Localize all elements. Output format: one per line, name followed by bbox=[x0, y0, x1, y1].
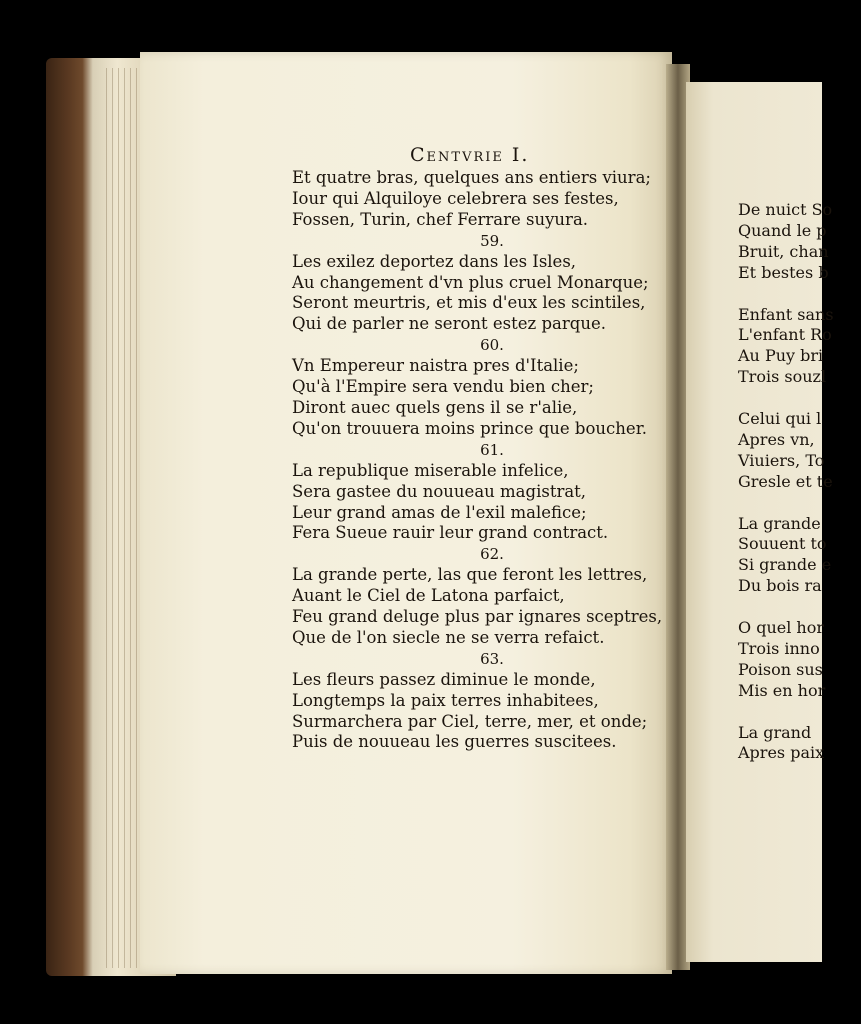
verse-line: Longtemps la paix terres inhabitees, bbox=[292, 690, 599, 710]
verse-line: Les fleurs passez diminue le monde, bbox=[292, 669, 596, 689]
quatrain-number: 60. bbox=[480, 336, 504, 355]
verse-line: Que de l'on siecle ne se verra refaict. bbox=[292, 627, 605, 647]
verse-line-cropped: Mis en hor bbox=[738, 680, 826, 700]
verse-line-cropped: Du bois ra bbox=[738, 576, 822, 596]
verse-line-cropped: La grand bbox=[738, 722, 812, 742]
verse-line: Seront meurtris, et mis d'eux les scintiles, bbox=[292, 293, 646, 313]
verse-line-cropped: Apres paix bbox=[738, 743, 825, 763]
verse-line-cropped: Quand le p bbox=[738, 220, 827, 240]
verse-line-cropped: Enfant sans bbox=[738, 304, 834, 324]
verse-line-cropped: Bruit, chan bbox=[738, 241, 829, 261]
verse-line-cropped: Au Puy bri bbox=[738, 346, 824, 366]
verse-line: La grande perte, las que feront les lettres, bbox=[292, 565, 648, 585]
quatrain-number: 62. bbox=[480, 545, 504, 564]
verse-line-cropped: De nuict So bbox=[738, 200, 833, 219]
verse-line: Les exilez deportez dans les Isles, bbox=[292, 251, 577, 271]
verse-line: Qu'à l'Empire sera vendu bien cher; bbox=[292, 377, 594, 397]
verse-line-cropped: O quel hor bbox=[738, 618, 825, 638]
stanza-gap bbox=[738, 597, 822, 618]
verse-line-cropped: Poison sus bbox=[738, 659, 823, 679]
verse-line-cropped: Celui qui l bbox=[738, 409, 822, 429]
verse-line: Qu'on trouuera moins prince que boucher. bbox=[292, 418, 648, 438]
verse-line: Vn Empereur naistra pres d'Italie; bbox=[292, 356, 579, 376]
stanza-gap bbox=[738, 493, 822, 514]
quatrain-number: 61. bbox=[480, 440, 504, 459]
verse-line: Iour qui Alquiloye celebrera ses festes, bbox=[292, 188, 619, 208]
verse-line: Fossen, Turin, chef Ferrare suyura. bbox=[292, 209, 589, 229]
verse-line-cropped: La grande bbox=[738, 513, 821, 533]
verse-line: Fera Sueue rauir leur grand contract. bbox=[292, 523, 609, 543]
quatrain-number: 63. bbox=[480, 649, 504, 668]
verse-line-cropped: Si grande e bbox=[738, 555, 832, 575]
verse-line: Leur grand amas de l'exil malefice; bbox=[292, 502, 587, 522]
verse-line: Surmarchera par Ciel, terre, mer, et onde; bbox=[292, 711, 648, 731]
verse-line-cropped: Viuiers, To bbox=[738, 450, 825, 470]
verse-line: Feu grand deluge plus par ignares sceptres, bbox=[292, 607, 663, 627]
verse-line: Sera gastee du nouueau magistrat, bbox=[292, 481, 587, 501]
verse-line: Auant le Ciel de Latona parfaict, bbox=[292, 586, 565, 606]
verse-line: Au changement d'vn plus cruel Monarque; bbox=[292, 272, 649, 292]
verse-line: Qui de parler ne seront estez parque. bbox=[292, 314, 606, 334]
verse-line-cropped: Gresle et te bbox=[738, 471, 833, 491]
right-page-text bbox=[738, 200, 834, 764]
stanza-gap bbox=[738, 388, 822, 409]
page-header: Centvrie I. bbox=[410, 144, 530, 166]
verse-line-cropped: Souuent to bbox=[738, 534, 827, 554]
stanza-gap bbox=[738, 702, 822, 723]
verse-line: Et quatre bras, quelques ans entiers viura; bbox=[292, 168, 651, 187]
verse-line: Diront auec quels gens il se r'alie, bbox=[292, 397, 578, 417]
verse-line-cropped: Et bestes b bbox=[738, 262, 829, 282]
quatrain-number: 59. bbox=[480, 231, 504, 250]
verse-line-cropped: L'enfant Ro bbox=[738, 325, 832, 345]
stanza-gap bbox=[738, 284, 822, 305]
verse-line: La republique miserable infelice, bbox=[292, 460, 569, 480]
poem-text bbox=[292, 168, 663, 753]
verse-line: Puis de nouueau les guerres suscitees. bbox=[292, 732, 617, 752]
verse-line-cropped: Apres vn, bbox=[738, 429, 815, 449]
verse-line-cropped: Trois souzl bbox=[738, 367, 827, 387]
verse-line-cropped: Trois inno bbox=[738, 638, 820, 658]
